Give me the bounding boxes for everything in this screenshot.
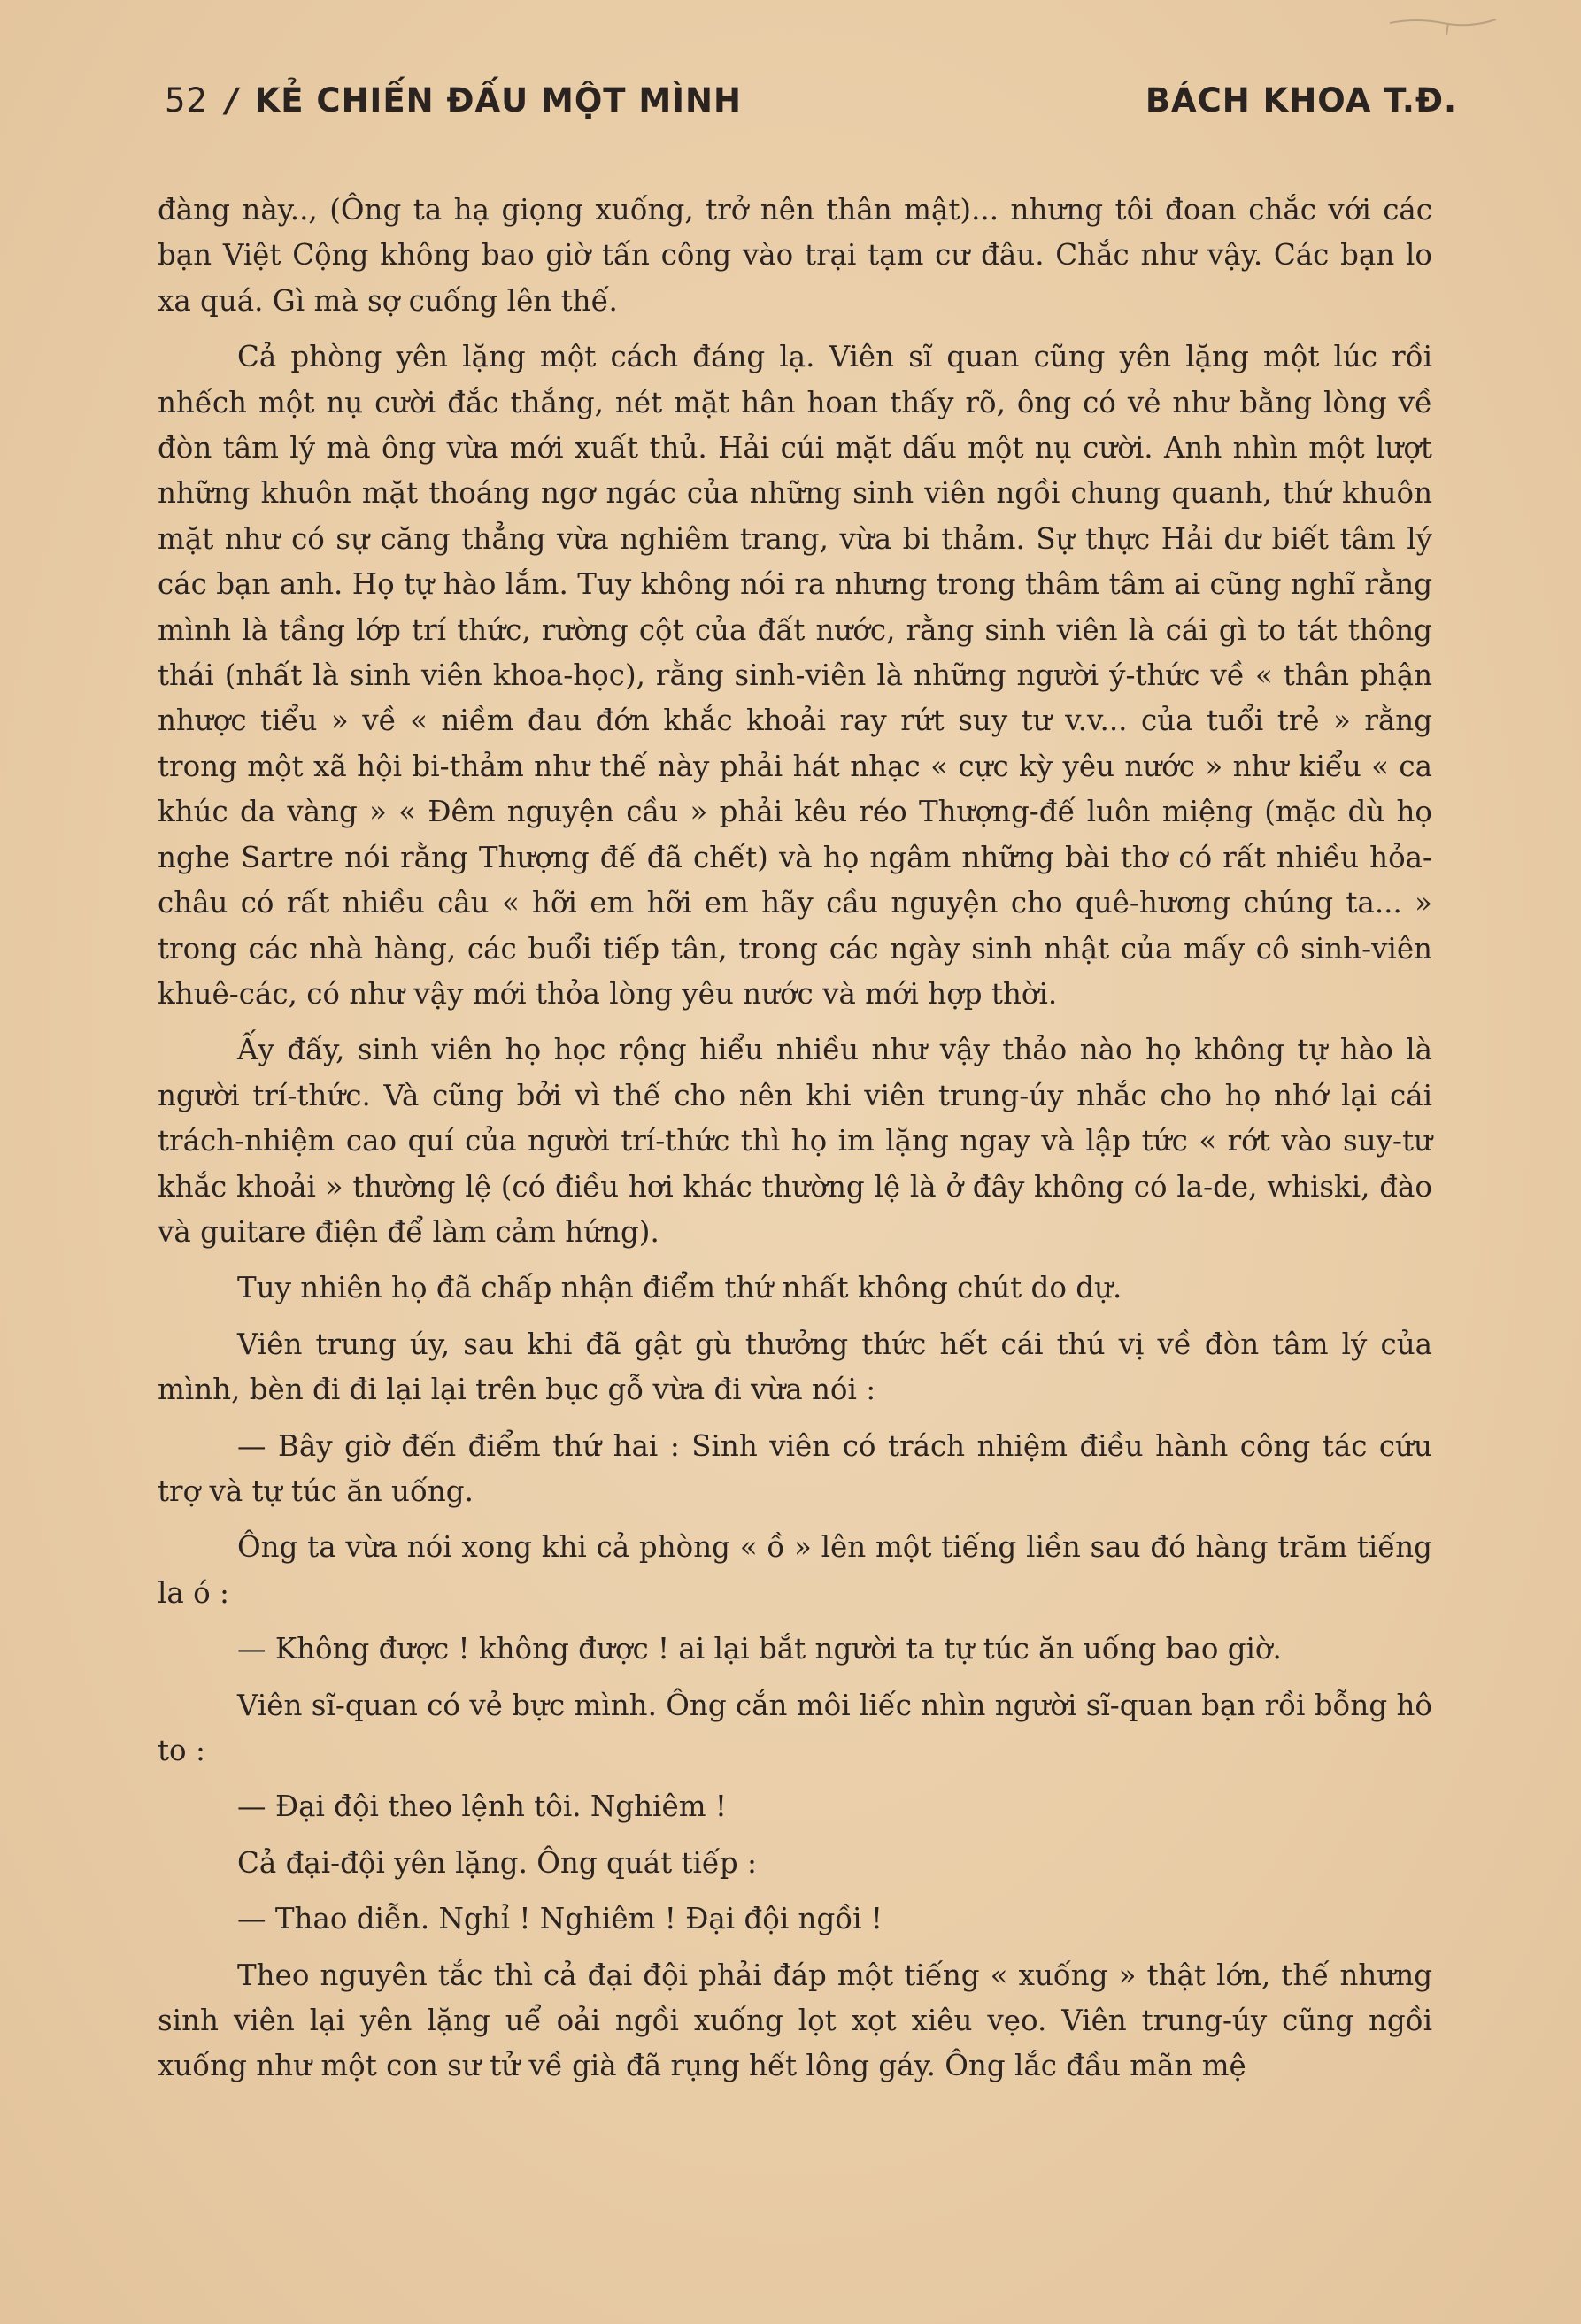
dialogue-4: — Thao diễn. Nghỉ ! Nghiêm ! Đại đội ngồi !: [237, 1902, 883, 1936]
dialogue-2: — Không được ! không được ! ai lại bắt người ta tự túc ăn uống bao giờ.: [237, 1632, 1282, 1666]
paragraph-7: Viên sĩ-quan có vẻ bực mình. Ông cắn môi liếc nhìn người sĩ-quan bạn rồi bỗng hô to :: [158, 1688, 1432, 1767]
paragraph-9: Theo nguyên tắc thì cả đại đội phải đáp một tiếng « xuống » thật lớn, thế nhưng sinh viên lại yên lặng uể oải ngồi xuống lọt xọt xiêu vẹo. Viên trung-úy cũng ngồi xuống như một con sư tử về già đã rụng hết lông gáy. Ông lắc đầu mãn mệ: [158, 1958, 1432, 2083]
page-number: 52: [165, 81, 209, 119]
paragraph-4: Tuy nhiên họ đã chấp nhận điểm thứ nhất không chút do dự.: [237, 1271, 1122, 1305]
book-title: KẺ CHIẾN ĐẤU MỘT MÌNH: [254, 81, 742, 119]
paragraph-3: Ấy đấy, sinh viên họ học rộng hiểu nhiều như vậy thảo nào họ không tự hào là người trí-thức. Và cũng bởi vì thế cho nên khi viên trung-úy nhắc cho họ nhớ lại cái trách-nhiệm cao quí của người trí-thức thì họ im lặng ngay và lập tức « rớt vào suy-tư khắc khoải » thường lệ (có điều hơi khác thường lệ là ở đây không có la-de, whiski, đào và guitare điện để làm cảm hứng).: [158, 1033, 1432, 1249]
paper-mark: [1381, 11, 1505, 37]
author-name: BÁCH KHOA T.Đ.: [1145, 81, 1457, 119]
header-separator: /: [226, 81, 239, 119]
paragraph-6: Ông ta vừa nói xong khi cả phòng « ồ » lên một tiếng liền sau đó hàng trăm tiếng la ó :: [158, 1530, 1432, 1610]
paragraph-2: Cả phòng yên lặng một cách đáng lạ. Viên sĩ quan cũng yên lặng một lúc rồi nhếch một nụ cười đắc thắng, nét mặt hân hoan thấy rõ, ông có vẻ như bằng lòng về đòn tâm lý mà ông vừa mới xuất thủ. Hải cúi mặt dấu một nụ cười. Anh nhìn một lượt những khuôn mặt thoáng ngơ ngác của những sinh viên ngồi chung quanh, thứ khuôn mặt như có sự căng thẳng vừa nghiêm trang, vừa bi thảm. Sự thực Hải dư biết tâm lý các bạn anh. Họ tự hào lắm. Tuy không nói ra nhưng trong thâm tâm ai cũng nghĩ rằng mình là tầng lớp trí thức, rường cột của đất nước, rằng sinh viên là cái gì to tát thông thái (nhất là sinh viên khoa-học), rằng sinh-viên là những người ý-thức về « thân phận nhược tiểu » về « niềm đau đớn khắc khoải ray rứt suy tư v.v... của tuổi trẻ » rằng trong một xã hội bi-thảm như thế này phải hát nhạc « cực kỳ yêu nước » như kiểu « ca khúc da vàng » « Đêm nguyện cầu » phải kêu réo Thượng-đế luôn miệng (mặc dù họ nghe Sartre nói rằng Thượng đế đã chết) và họ ngâm những bài thơ có rất nhiều hỏa-châu có rất nhiều câu « hỡi em hỡi em hãy cầu nguyện cho quê-hương chúng ta... » trong các nhà hàng, các buổi tiếp tân, trong các ngày sinh nhật của mấy cô sinh-viên khuê-các, có như vậy mới thỏa lòng yêu nước và mới hợp thời.: [158, 340, 1432, 1011]
body-text: [158, 188, 1432, 2100]
paragraph-5: Viên trung úy, sau khi đã gật gù thưởng thức hết cái thú vị về đòn tâm lý của mình, bèn đi đi lại lại trên bục gỗ vừa đi vừa nói :: [158, 1327, 1432, 1407]
paragraph-1: đàng này.., (Ông ta hạ giọng xuống, trở nên thân mật)... nhưng tôi đoan chắc với các bạn Việt Cộng không bao giờ tấn công vào trại tạm cư đâu. Chắc như vậy. Các bạn lo xa quá. Gì mà sợ cuống lên thế.: [158, 193, 1432, 318]
dialogue-3: — Đại đội theo lệnh tôi. Nghiêm !: [237, 1789, 727, 1824]
paragraph-8: Cả đại-đội yên lặng. Ông quát tiếp :: [237, 1845, 757, 1880]
dialogue-1: — Bây giờ đến điểm thứ hai : Sinh viên có trách nhiệm điều hành công tác cứu trợ và tự túc ăn uống.: [158, 1428, 1432, 1508]
running-header: [165, 81, 1457, 135]
